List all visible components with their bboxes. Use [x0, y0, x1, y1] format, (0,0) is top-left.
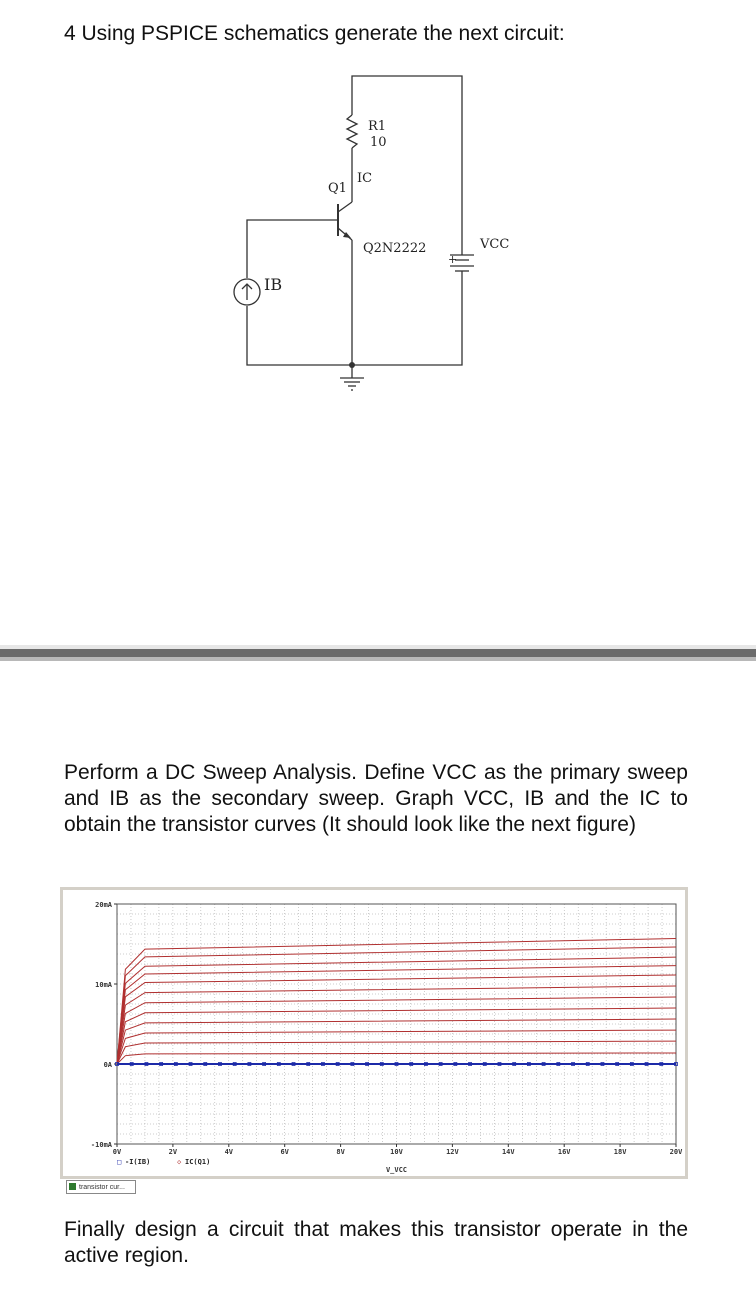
instruction-paragraph: Perform a DC Sweep Analysis. Define VCC as the primary sweep and IB as the secondary sweep. Graph VCC, IB and the IC to obtain the transistor curves (It should look like the next figure) — [64, 761, 688, 836]
y-tick-label: -10mA — [90, 1141, 112, 1149]
x-tick-label: 0V — [112, 1148, 122, 1156]
legend-entry: IC(Q1) — [185, 1158, 211, 1166]
x-tick-label: 6V — [280, 1148, 289, 1156]
legend-entry: -I(IB) — [125, 1158, 151, 1166]
transistor-collector — [338, 202, 352, 212]
x-tick-label: 8V — [336, 1148, 345, 1156]
y-tick-label: 20mA — [95, 901, 112, 909]
x-tick-label: 12V — [446, 1148, 459, 1156]
x-tick-label: 4V — [224, 1148, 234, 1156]
circuit-schematic — [200, 60, 510, 400]
probe-tab-icon — [69, 1183, 76, 1190]
collector-label: IC — [357, 171, 373, 186]
x-tick-label: 18V — [613, 1148, 627, 1156]
legend-marker: ◇ — [177, 1158, 182, 1166]
x-tick-label: 14V — [501, 1148, 515, 1156]
transistor-model-label: Q2N2222 — [363, 241, 427, 256]
resistor-value-label: 10 — [370, 135, 387, 150]
y-tick-label: 10mA — [95, 981, 112, 989]
probe-tab[interactable] — [66, 1180, 136, 1194]
y-tick-label: 0A — [103, 1061, 112, 1069]
probe-tab-label: transistor cur... — [79, 1184, 125, 1191]
page-heading: 4 Using PSPICE schematics generate the next circuit: — [64, 22, 565, 45]
resistor-name-label: R1 — [368, 119, 387, 134]
plus-sign: + — [448, 253, 458, 266]
transistor-curves-chart — [60, 887, 688, 1179]
wire-base — [247, 220, 338, 278]
transistor-name-label: Q1 — [328, 181, 347, 196]
source-label: VCC — [480, 237, 510, 252]
x-tick-label: 10V — [390, 1148, 403, 1156]
x-tick-label: 2V — [168, 1148, 178, 1156]
closing-paragraph: Finally design a circuit that makes this transistor operate in the active region. — [64, 1218, 688, 1267]
x-tick-label: 20V — [669, 1148, 683, 1156]
junction-dot — [349, 362, 355, 368]
x-axis-label: V_VCC — [385, 1166, 408, 1174]
resistor-r1 — [347, 115, 357, 148]
page-divider — [0, 645, 756, 661]
x-tick-label: 16V — [557, 1148, 571, 1156]
legend-marker: □ — [117, 1158, 122, 1166]
wire-top — [352, 76, 462, 232]
current-source-label: IB — [264, 275, 283, 294]
